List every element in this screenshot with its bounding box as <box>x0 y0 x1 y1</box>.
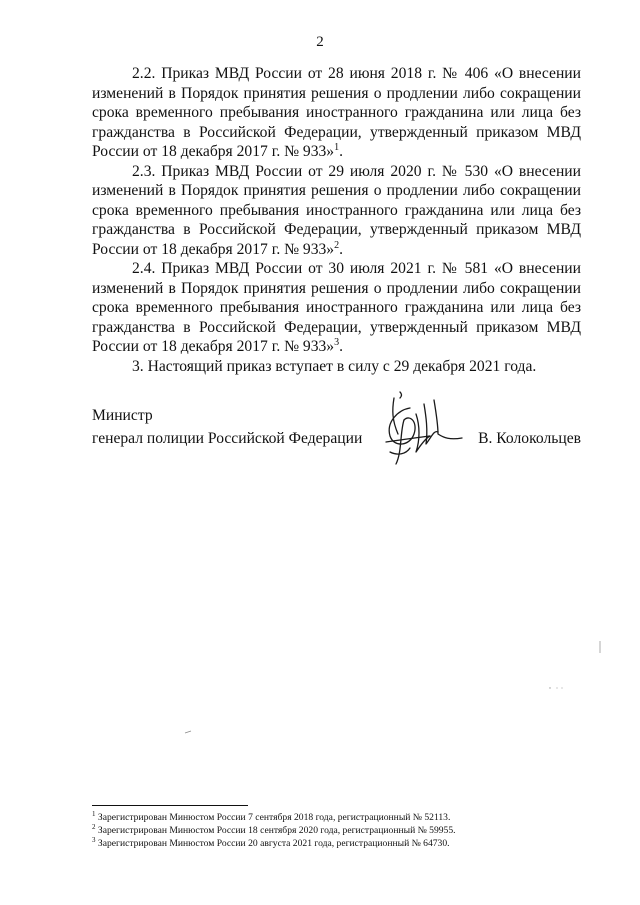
paragraph-end: . <box>339 143 344 160</box>
paragraph-2-4 <box>92 259 581 357</box>
handwritten-signature <box>380 390 470 472</box>
footnotes <box>92 811 581 850</box>
footnote-number: 1 <box>92 809 96 818</box>
signatory-rank: генерал полиции Российской Федерации <box>92 430 363 447</box>
paragraph-2-3 <box>92 162 581 260</box>
footnote-ref: 3 <box>334 336 340 348</box>
scan-mark <box>598 640 602 654</box>
signature-block <box>92 402 581 482</box>
paragraph-end: . <box>339 240 344 258</box>
footnote-2 <box>92 824 581 837</box>
footnote-1 <box>92 811 581 824</box>
footnote-number: 2 <box>92 822 96 831</box>
paragraph-text: 2.4. Приказ МВД России от 30 июля 2021 г. № 581 «О внесении изменений в Порядок принятия решения о продлении либо сокращении срока временного пребывания иностранного гражданина или лица без гражданства в Российской Федерации, утвержденный приказом МВД России от 18 декабря 2017 г. № 933» <box>92 260 581 355</box>
page-number: 2 <box>316 34 324 50</box>
footnote-text: Зарегистрирован Минюстом России 7 сентября 2018 года, регистрационный № 52113. <box>97 812 451 823</box>
footnote-ref: 2 <box>334 239 340 251</box>
signatory-name: В. Колокольцев <box>478 430 581 447</box>
paragraph-text: 2.2. Приказ МВД России от 28 июня 2018 г. № 406 «О внесении изменений в Порядок принятия решения о продлении либо сокращении срока временного пребывания иностранного гражданина или лица без гражданства в Российской Федерации, утвержденный приказом МВД России от 18 декабря 2017 г. № 933» <box>92 65 581 160</box>
paragraph-text: 2.3. Приказ МВД России от 29 июля 2020 г. № 530 «О внесении изменений в Порядок принятия решения о продлении либо сокращении срока временного пребывания иностранного гражданина или лица без гражданства в Российской Федерации, утвержденный приказом МВД России от 18 декабря 2017 г. № 933» <box>92 162 581 258</box>
footnote-text: Зарегистрирован Минюстом России 20 августа 2021 года, регистрационный № 64730. <box>97 838 450 849</box>
footnote-text: Зарегистрирован Минюстом России 18 сентября 2020 года, регистрационный № 59955. <box>97 825 456 836</box>
footnote-separator <box>92 805 248 806</box>
paragraph-end: . <box>339 338 344 355</box>
footnote-number: 3 <box>92 835 96 844</box>
signatory-title: Министр <box>92 407 153 424</box>
paragraph-2-2 <box>92 64 581 162</box>
footnote-ref: 1 <box>334 141 340 153</box>
paragraph-text: 3. Настоящий приказ вступает в силу с 29 декабря 2021 года. <box>132 357 537 375</box>
paragraph-3 <box>92 357 581 377</box>
scan-mark <box>184 730 192 734</box>
footnote-3 <box>92 837 581 850</box>
document-body <box>92 64 581 376</box>
scan-mark <box>548 686 564 690</box>
